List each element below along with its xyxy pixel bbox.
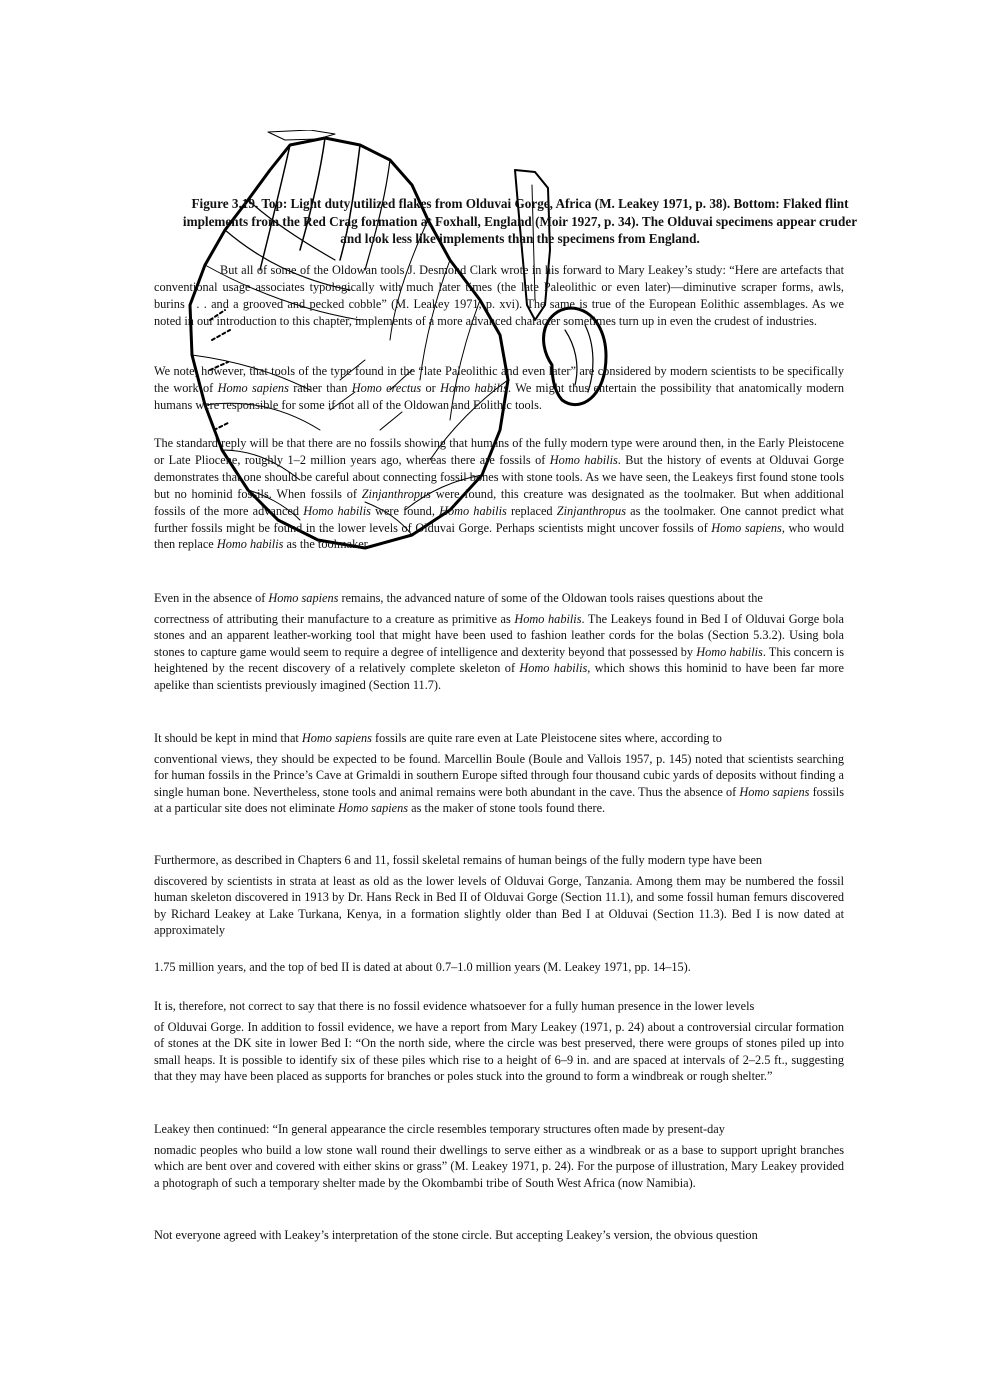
italic-term: Homo sapiens xyxy=(711,520,782,535)
paragraph-6 xyxy=(154,852,844,939)
text-run: fossils are quite rare even at Late Pleistocene sites where, according to xyxy=(371,731,722,745)
text-run: fossils at a particular site does not eliminate xyxy=(154,784,844,816)
italic-term: Homo habilis xyxy=(440,380,509,395)
text-run: The standard reply will be that there are no fossils showing that humans of the fully modern type were around then, in the Early Pleistocene or Late Pliocene, roughly 1–2 million years ago, whereas there are fossils of xyxy=(154,436,844,467)
paragraph-first-line xyxy=(154,998,844,1015)
italic-term: Zinjanthropus xyxy=(361,486,431,501)
italic-term: Homo habilis xyxy=(696,644,763,659)
text-run: . But the history of events at Olduvai Gorge demonstrates that one should be careful about connecting fossil bones with stone tools. As we have seen, the Leakeys first found stone tools but no hominid fossils. When fossils of xyxy=(154,452,844,501)
paragraph-8 xyxy=(154,998,844,1085)
text-run: , which shows this hominid to have been far more apelike than scientists previously imagined (Section 11.7). xyxy=(154,661,844,692)
text-run: as the maker of stone tools found there. xyxy=(408,801,606,816)
italic-term: Homo habilis xyxy=(439,503,507,518)
paragraph-first-line xyxy=(154,590,844,607)
text-run: Furthermore, as described in Chapters 6 and 11, fossil skeletal remains of human beings of the fully modern type have been xyxy=(154,853,763,867)
text-run: of Olduvai Gorge. In addition to fossil evidence, we have a report from Mary Leakey (1971, p. 24) about a controversial circular formation of stones at the DK site in lower Bed I: “On the north side, where the circle was best preserved, there were groups of stones piled up into small heaps. It is possible to identify six of these piles which rise to a height of 6–9 in. and are spaced at intervals of 2–2.5 ft., suggesting that they may have been placed as supports for branches or poles stuck into the ground to form a windbreak or rough shelter.” xyxy=(154,1019,844,1084)
text-run: . The Leakeys found in Bed I of Olduvai Gorge bola stones and an apparent leather-working tool that might have been used to fashion leather cords for the bolas (Section 5.3.2). Using bola stones to capture game would seem to require a degree of intelligence and dexterity beyond that possessed by xyxy=(154,611,844,659)
italic-term: Homo sapiens xyxy=(739,784,810,799)
text-run: 1.75 million years, and the top of bed II is dated at about 0.7–1.0 million years (M. Leakey 1971, pp. 14–15). xyxy=(154,960,691,974)
paragraph-2 xyxy=(154,363,844,414)
italic-term: Homo sapiens xyxy=(301,731,372,745)
text-run: nomadic peoples who build a low stone wall round their dwellings to serve either as a windbreak or as a base to support upright branches which are bent over and covered with either skins or grass” (M. Leakey 1971, p. 24). For the purpose of illustration, Mary Leakey provided a photograph of such a temporary shelter made by the Okombambi tribe of South West Africa (now Namibia). xyxy=(154,1142,844,1190)
text-run: discovered by scientists in strata at least as old as the lower levels of Olduvai Gorge, Tanzania. Among them may be numbered the fossil human skeleton discovered in 1913 by Dr. Hans Reck in Bed II of Olduvai Gorge (Section 11.1), and some fossil human femurs discovered by Richard Leakey at Lake Turkana, Kenya, in a formation slightly older than Bed I at Olduvai (Section 11.3). Bed I is now dated at approximately xyxy=(154,873,844,938)
paragraph-5 xyxy=(154,730,844,817)
italic-term: Homo sapiens xyxy=(268,591,339,605)
italic-term: Homo erectus xyxy=(351,380,422,395)
text-run: rather than xyxy=(288,380,352,395)
paragraph-3 xyxy=(154,435,844,553)
paragraph-first-line xyxy=(154,1121,844,1138)
italic-term: Homo habilis xyxy=(519,661,588,676)
paragraph-9 xyxy=(154,1121,844,1191)
text-run: But all of some of the Oldowan tools J. Desmond Clark wrote in his forward to Mary Leakey’s study: “Here are artefacts that conventional usage associates typologically with much later times (the late Paleolithic or even later)—diminutive scraper forms, awls, burins . . . and a grooved and pecked cobble” (M. Leakey 1971, p. xvi). The same is true of the European Eolithic assemblages. As we noted in our introduction to this chapter, implements of a more advanced character sometimes turn up in even the crudest of industries. xyxy=(154,263,844,328)
text-run: , who would then replace xyxy=(154,520,844,552)
text-run: were found, xyxy=(370,503,440,518)
italic-term: Homo habilis xyxy=(514,611,582,626)
text-run: replaced xyxy=(506,503,557,518)
italic-term: Homo habilis xyxy=(216,537,284,552)
text-run: It is, therefore, not correct to say that there is no fossil evidence whatsoever for a fully human presence in the lower levels xyxy=(154,999,755,1013)
italic-term: Homo sapiens xyxy=(338,801,409,816)
text-run: as the toolmaker. xyxy=(283,537,371,552)
text-run: It should be kept in mind that xyxy=(154,731,302,745)
paragraph-7 xyxy=(154,959,844,976)
paragraph-10 xyxy=(154,1227,844,1244)
italic-term: Homo sapiens xyxy=(217,380,289,395)
text-run: Not everyone agreed with Leakey’s interpretation of the stone circle. But accepting Leakey’s version, the obvious question xyxy=(154,1228,758,1242)
text-run: were found, this creature was designated as the toolmaker. But when additional fossils of the more advanced xyxy=(154,486,845,518)
paragraph-first-line xyxy=(154,730,844,747)
italic-term: Homo habilis xyxy=(549,452,618,467)
text-run: Even in the absence of xyxy=(154,591,269,605)
italic-term: Homo habilis xyxy=(303,503,371,518)
paragraph-4 xyxy=(154,590,844,694)
paragraph-first-line xyxy=(154,852,844,869)
figure-caption: Figure 3.19. Top: Light duty utilized flakes from Olduvai Gorge, Africa (M. Leakey 1971, p. 38). Bottom: Flaked flint implements from the Red Crag formation at Foxhall, England (Moir 1927, p. 34). The Olduvai specimens appear cruder and look less like implements than the specimens from England. xyxy=(182,196,858,246)
text-run: . This concern is heightened by the recent discovery of a relatively complete skeleton of xyxy=(154,644,844,676)
text-run: or xyxy=(421,380,441,395)
text-run: remains, the advanced nature of some of the Oldowan tools raises questions about the xyxy=(338,591,763,605)
text-run: conventional views, they should be expected to be found. Marcellin Boule (Boule and Vallois 1957, p. 145) noted that scientists searching for human fossils in the Prince’s Cave at Grimaldi in southern Europe sifted through four thousand cubic yards of deposits without finding a single human bone. Nevertheless, stone tools and animal remains were both abundant in the cave. Thus the absence of xyxy=(154,751,844,799)
text-run: We note, however, that tools of the type found in the “late Paleolithic and even later” are considered by modern scientists to be specifically the work of xyxy=(154,364,844,395)
italic-term: Zinjanthropus xyxy=(556,503,626,518)
text-run: . We might thus entertain the possibility that anatomically modern humans were responsible for some if not all of the Oldowan and Eolithic tools. xyxy=(154,380,844,412)
text-run: Leakey then continued: “In general appearance the circle resembles temporary structures often made by present-day xyxy=(154,1122,725,1136)
text-run: correctness of attributing their manufacture to a creature as primitive as xyxy=(154,611,515,626)
text-run: as the toolmaker. One cannot predict what further fossils might be found in the lower levels of Olduvai Gorge. Perhaps scientists might uncover fossils of xyxy=(154,503,844,535)
paragraph-1 xyxy=(154,262,844,330)
